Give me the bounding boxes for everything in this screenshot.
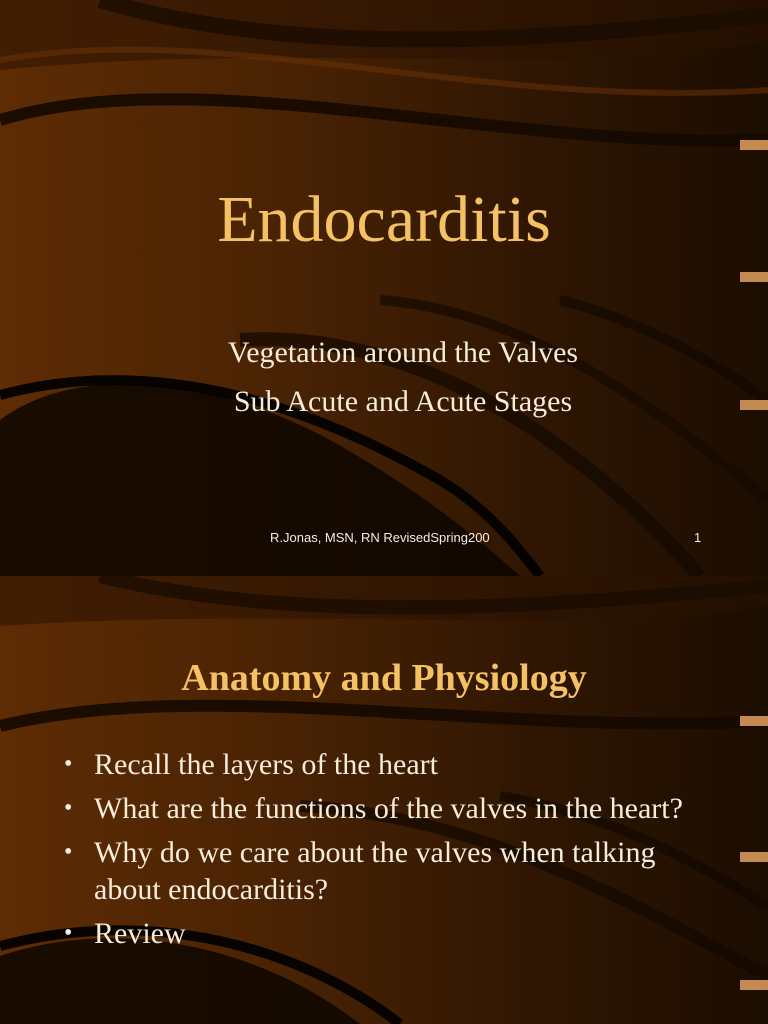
bullet-text: Review	[94, 917, 186, 950]
list-item	[60, 915, 720, 952]
list-item	[60, 834, 720, 908]
slide-1-footer: R.Jonas, MSN, RN RevisedSpring200	[270, 530, 490, 545]
bullet-text: Recall the layers of the heart	[94, 748, 439, 781]
list-item	[60, 746, 720, 783]
slide-1-subtitle-1: Vegetation around the Valves	[227, 336, 579, 369]
bullet-dot-icon: •	[64, 751, 73, 777]
slide-1-subtitle-2: Sub Acute and Acute Stages	[233, 385, 573, 418]
slide-2-title: Anatomy and Physiology	[181, 657, 587, 699]
slide-2-bullet-list	[60, 746, 720, 959]
slide-1-title: Endocarditis	[217, 183, 551, 256]
bullet-dot-icon: •	[64, 795, 73, 821]
bullet-dot-icon: •	[64, 839, 73, 865]
bullet-text: Why do we care about the valves when talking about endocarditis?	[94, 836, 656, 906]
list-item	[60, 790, 720, 827]
slide-2	[0, 576, 768, 1024]
bullet-dot-icon: •	[64, 920, 73, 946]
bullet-text: What are the functions of the valves in the heart?	[94, 792, 683, 825]
slide-1-number: 1	[694, 530, 702, 545]
